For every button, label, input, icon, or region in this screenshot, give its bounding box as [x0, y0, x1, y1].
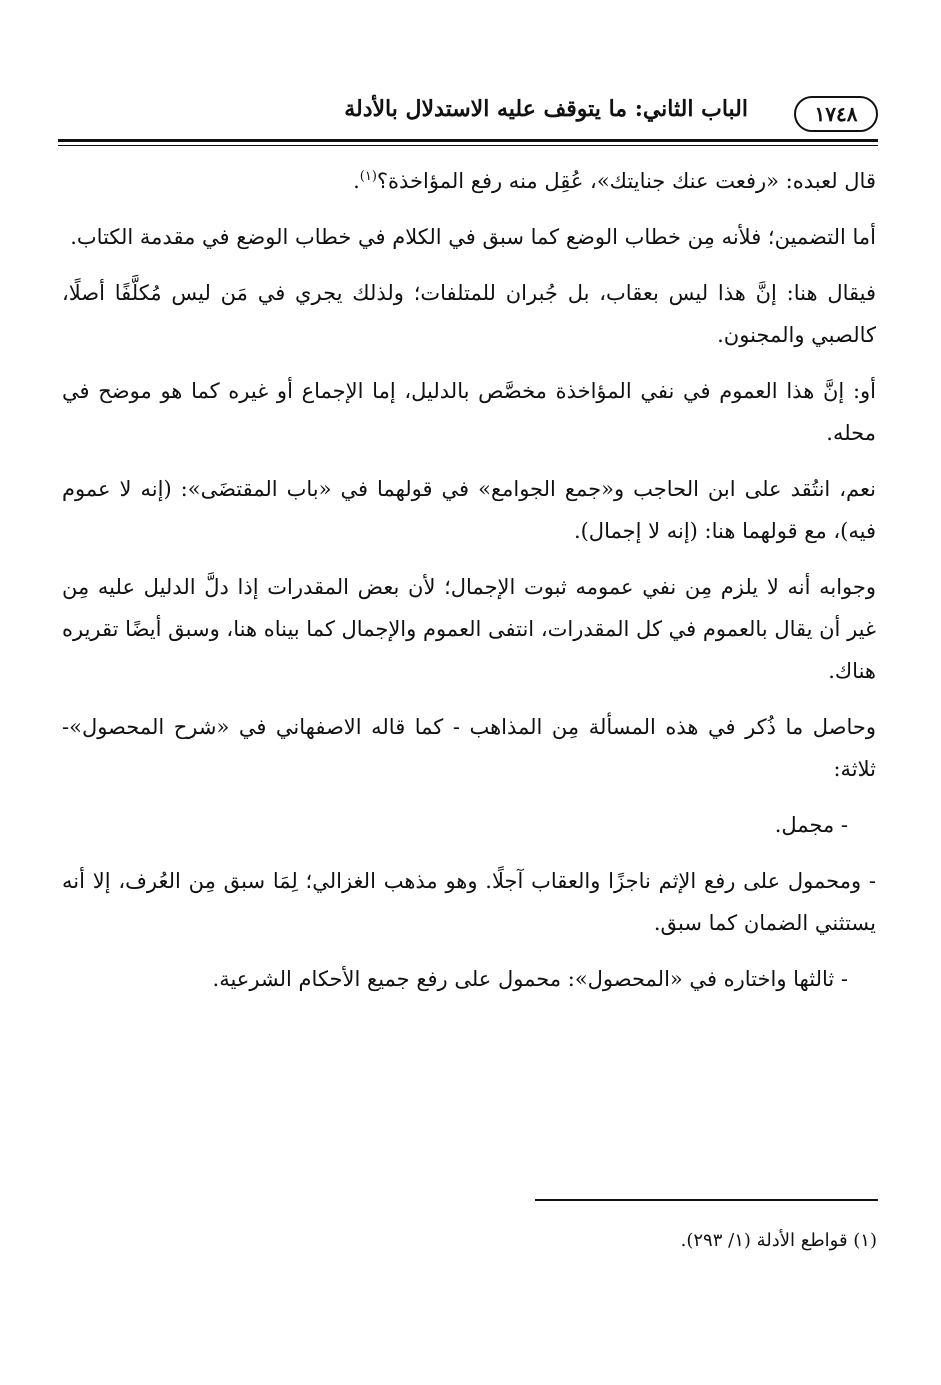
- header-rule-thick: [58, 139, 878, 142]
- list-item-3: - ثالثها واختاره في «المحصول»: محمول على رفع جميع الأحكام الشرعية.: [212, 967, 848, 991]
- list-item-1: - مجمل.: [774, 813, 848, 837]
- paragraph-1-text: قال لعبده: «رفعت عنك جنايتك»، عُقِل منه رفع المؤاخذة؟: [376, 169, 876, 193]
- main-text: [62, 160, 876, 1014]
- paragraph-5: نعم، انتُقد على ابن الحاجب و«جمع الجوامع» في قولهما في «باب المقتضَى»: (إنه لا عموم فيه)، مع قولهما هنا: (إنه لا إجمال).: [62, 477, 876, 543]
- page-header: [58, 92, 878, 132]
- paragraph-1: [62, 160, 876, 202]
- paragraph-7: وحاصل ما ذُكر في هذه المسألة مِن المذاهب - كما قاله الاصفهاني في «شرح المحصول»- ثلاثة:: [62, 715, 876, 781]
- paragraph-1-end: .: [353, 169, 360, 193]
- running-title: الباب الثاني: ما يتوقف عليه الاستدلال بالأدلة: [344, 96, 748, 122]
- footnote-marker: (١): [359, 169, 377, 184]
- paragraph-3: فيقال هنا: إنَّ هذا ليس بعقاب، بل جُبران للمتلفات؛ ولذلك يجري في مَن ليس مُكلَّفًا أصلًا، كالصبي والمجنون.: [62, 281, 876, 347]
- list-item-2: - ومحمول على رفع الإثم ناجزًا والعقاب آجلًا. وهو مذهب الغزالي؛ لِمَا سبق مِن العُرف، إلا أنه يستثني الضمان كما سبق.: [62, 869, 876, 935]
- paragraph-4: أو: إنَّ هذا العموم في نفي المؤاخذة مخصَّص بالدليل، إما الإجماع أو غيره كما هو موضح في محله.: [62, 379, 876, 445]
- page-number: ١٧٤٨: [794, 96, 878, 132]
- paragraph-2: أما التضمين؛ فلأنه مِن خطاب الوضع كما سبق في الكلام في خطاب الوضع في مقدمة الكتاب.: [70, 225, 876, 249]
- footnote-separator: [535, 1199, 878, 1201]
- paragraph-6: وجوابه أنه لا يلزم مِن نفي عمومه ثبوت الإجمال؛ لأن بعض المقدرات إذا دلَّ الدليل عليه مِن غير أن يقال بالعموم في كل المقدرات، انتفى العموم والإجمال كما بيناه هنا، وسبق أيضًا تقريره هناك.: [62, 575, 876, 683]
- header-rule-thin: [58, 145, 878, 146]
- footnote-1: (١) قواطع الأدلة (١/ ٢٩٣).: [680, 1230, 877, 1251]
